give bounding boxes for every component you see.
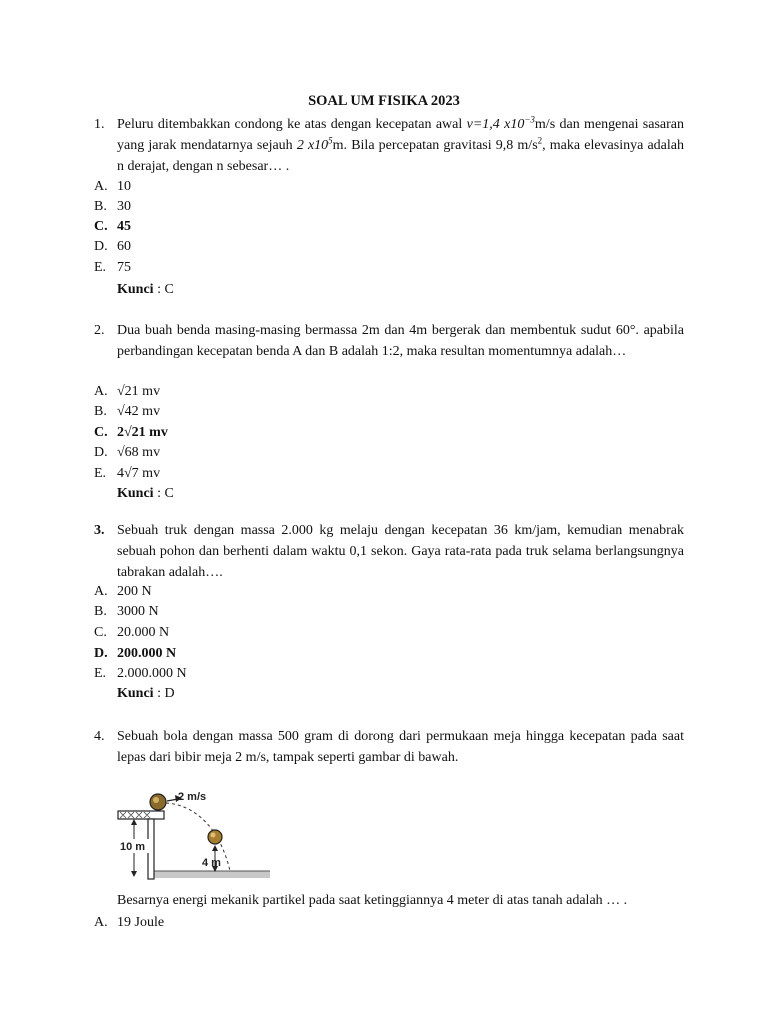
question-number: 1. — [94, 117, 105, 132]
ball-height-label: 4 m — [202, 857, 221, 869]
height-label: 10 m — [120, 841, 146, 853]
option-e: E. 2.000.000 N — [94, 666, 187, 681]
option-e: E. 4√7 mv — [94, 466, 161, 481]
question-number: 2. — [94, 323, 105, 338]
question-number: 3. — [94, 523, 105, 538]
option-b: B. 30 — [94, 199, 131, 214]
distance-formula: 2 $x10^5$ — [296, 135, 333, 153]
answer-key: Kunci : D — [117, 686, 175, 701]
question-2 — [94, 320, 684, 362]
table-top — [118, 811, 164, 819]
option-b: B. √42 mv — [94, 404, 161, 419]
velocity-label: 2 m/s — [178, 791, 207, 803]
option-e: E. 75 — [94, 260, 131, 275]
page-title: SOAL UM FISIKA 2023 — [308, 93, 460, 109]
ground — [152, 871, 270, 878]
question-text: Sebuah bola dengan massa 500 gram di dorong dari permukaan meja hingga kecepatan pada saat lepas dari bibir meja 2 m/s, tampak seperti gambar di bawah. — [117, 729, 684, 765]
option-c: C. 20.000 N — [94, 625, 170, 640]
projectile-figure — [112, 785, 282, 885]
falling-ball — [208, 830, 222, 844]
question-1 — [94, 114, 684, 177]
question-text: Dua buah benda masing-masing bermassa 2m dan 4m bergerak dan membentuk sudut 60°. apabila perbandingan kecepatan benda A dan B adalah 1:2, maka resultan momentumnya adalah… — [117, 323, 684, 359]
question-number: 4. — [94, 729, 105, 744]
option-a: A. 19 Joule — [94, 915, 165, 930]
option-a: A. 10 — [94, 179, 131, 194]
option-a: A. 200 N — [94, 584, 152, 599]
question-3 — [94, 520, 684, 583]
option-a: A. √21 mv — [94, 384, 161, 399]
option-d: D. 60 — [94, 239, 131, 254]
option-d-correct: D. 200.000 N — [94, 646, 177, 661]
question-4 — [94, 726, 684, 768]
answer-key: Kunci : C — [117, 282, 174, 297]
answer-key: Kunci : C — [117, 486, 174, 501]
option-c-correct: C. 2√21 mv — [94, 425, 168, 440]
question-followup: Besarnya energi mekanik partikel pada saat ketinggiannya 4 meter di atas tanah adalah … . — [117, 893, 628, 908]
velocity-formula: v=1,4 $x10^{-3}$ — [466, 114, 535, 132]
question-text: Sebuah truk dengan massa 2.000 kg melaju dengan kecepatan 36 km/jam, kemudian menabrak sebuah pohon dan berhenti dalam waktu 0,1 sekon. Gaya rata-rata pada truk selama berlangsungnya tabrakan adalah…. — [117, 523, 684, 580]
option-b: B. 3000 N — [94, 604, 159, 619]
option-d: D. √68 mv — [94, 445, 161, 460]
option-c-correct: C. 45 — [94, 219, 131, 234]
question-text: Peluru ditembakkan condong ke atas dengan kecepatan awal v=1,4 $x10^{-3}m/s$ dan mengenai sasaran yang jarak mendatarnya sejauh 2 $x10^5m$. Bila percepatan gravitasi 9,8 $m/s^2$, maka elevasinya adalah n derajat, dengan n sebesar… . — [117, 114, 685, 174]
